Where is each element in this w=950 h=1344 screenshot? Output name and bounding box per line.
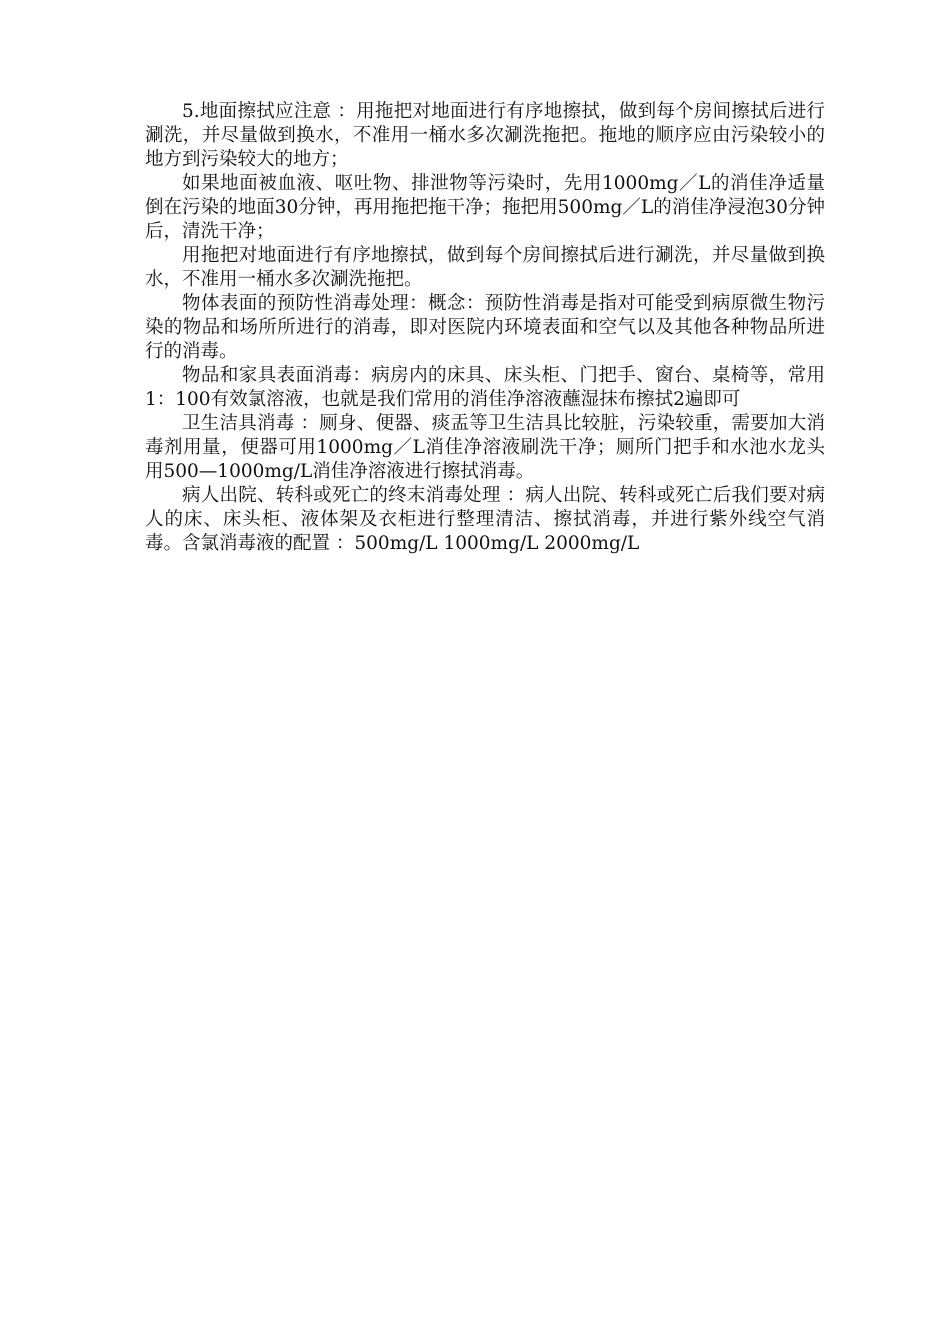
paragraph-preventive-disinfection: 物体表面的预防性消毒处理：概念：预防性消毒是指对可能受到病原微生物污染的物品和场所所进行的消毒，即对医院内环境表面和空气以及其他各种物品所进行的消毒。 <box>145 293 825 362</box>
paragraph-mop-usage: 用拖把对地面进行有序地擦拭，做到每个房间擦拭后进行涮洗，并尽量做到换水，不准用一桶水多次涮洗拖把。 <box>145 245 825 290</box>
paragraph-terminal-disinfection: 病人出院、转科或死亡的终末消毒处理 ：病人出院、转科或死亡后我们要对病人的床、床头柜、液体架及衣柜进行整理清洁、擦拭消毒，并进行紫外线空气消毒。含氯消毒液的配置 ：500mg/L 1000mg/L 2000mg/L <box>145 485 825 554</box>
paragraph-floor-wiping-notes: 5.地面擦拭应注意 ：用拖把对地面进行有序地擦拭，做到每个房间擦拭后进行涮洗，并尽量做到换水，不准用一桶水多次涮洗拖把。拖地的顺序应由污染较小的地方到污染较大的地方； <box>145 101 825 170</box>
document-body <box>145 100 825 556</box>
paragraph-furniture-disinfection: 物品和家具表面消毒：病房内的床具、床头柜、门把手、窗台、桌椅等，常用1：100有效氯溶液，也就是我们常用的消佳净溶液蘸湿抹布擦拭2遍即可 <box>145 365 825 410</box>
paragraph-sanitary-ware-disinfection: 卫生洁具消毒 ：厕身、便器、痰盂等卫生洁具比较脏，污染较重，需要加大消毒剂用量，便器可用1000mg／L消佳净溶液刷洗干净；厕所门把手和水池水龙头用500—1000mg/L消佳净溶液进行擦拭消毒。 <box>145 413 825 482</box>
paragraph-contaminated-floor: 如果地面被血液、呕吐物、排泄物等污染时，先用1000mg／L的消佳净适量倒在污染的地面30分钟，再用拖把拖干净；拖把用500mg／L的消佳净浸泡30分钟后，清洗干净； <box>145 173 825 242</box>
